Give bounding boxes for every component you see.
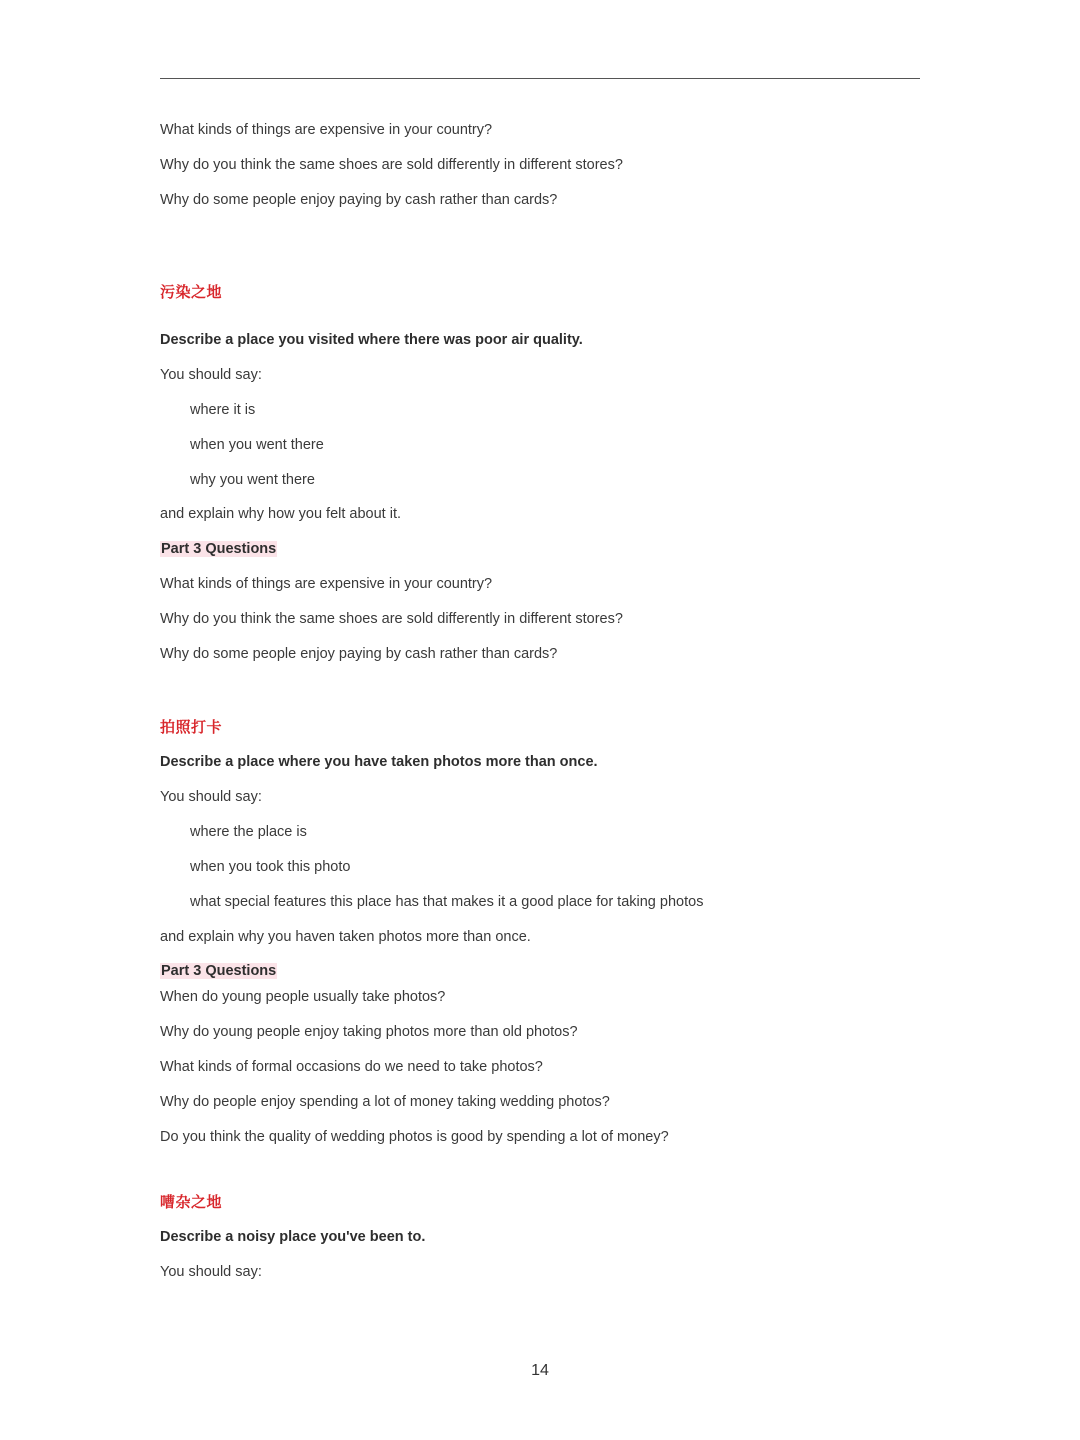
intro-question: Why do you think the same shoes are sold differently in different stores? (160, 157, 623, 173)
part3-question: Why do people enjoy spending a lot of money taking wedding photos? (160, 1094, 610, 1110)
cue-point: why you went there (190, 472, 315, 488)
you-should-say: You should say: (160, 789, 262, 805)
part3-label-wrap (160, 962, 277, 980)
cue-point: when you went there (190, 437, 324, 453)
section-heading: 拍照打卡 (160, 719, 223, 736)
page-number: 14 (531, 1362, 549, 1379)
cue-point: where the place is (190, 824, 307, 840)
part3-question: What kinds of formal occasions do we need to take photos? (160, 1059, 543, 1075)
part3-question: Why do you think the same shoes are sold differently in different stores? (160, 611, 623, 627)
cue-point: what special features this place has that makes it a good place for taking photos (190, 894, 704, 910)
cue-card-title: Describe a noisy place you've been to. (160, 1229, 426, 1245)
intro-question: Why do some people enjoy paying by cash rather than cards? (160, 192, 558, 208)
part3-label: Part 3 Questions (161, 541, 277, 557)
cue-card-title: Describe a place where you have taken photos more than once. (160, 754, 598, 770)
part3-question: What kinds of things are expensive in your country? (160, 576, 493, 592)
cue-card-title: Describe a place you visited where there was poor air quality. (160, 332, 583, 348)
you-should-say: You should say: (160, 1264, 262, 1280)
explain-line: and explain why how you felt about it. (160, 506, 402, 522)
cue-point: where it is (190, 402, 256, 418)
section-heading: 污染之地 (160, 284, 223, 301)
explain-line: and explain why you haven taken photos more than once. (160, 929, 531, 945)
part3-question: Do you think the quality of wedding photos is good by spending a lot of money? (160, 1129, 669, 1145)
part3-label-wrap (160, 540, 277, 558)
section-heading: 嘈杂之地 (160, 1194, 223, 1211)
cue-point: when you took this photo (190, 859, 351, 875)
part3-question: Why do young people enjoy taking photos more than old photos? (160, 1024, 578, 1040)
you-should-say: You should say: (160, 367, 262, 383)
intro-question: What kinds of things are expensive in your country? (160, 122, 493, 138)
part3-question: Why do some people enjoy paying by cash rather than cards? (160, 646, 558, 662)
part3-label: Part 3 Questions (161, 963, 277, 979)
part3-question: When do young people usually take photos? (160, 989, 446, 1005)
header-rule (160, 78, 920, 79)
